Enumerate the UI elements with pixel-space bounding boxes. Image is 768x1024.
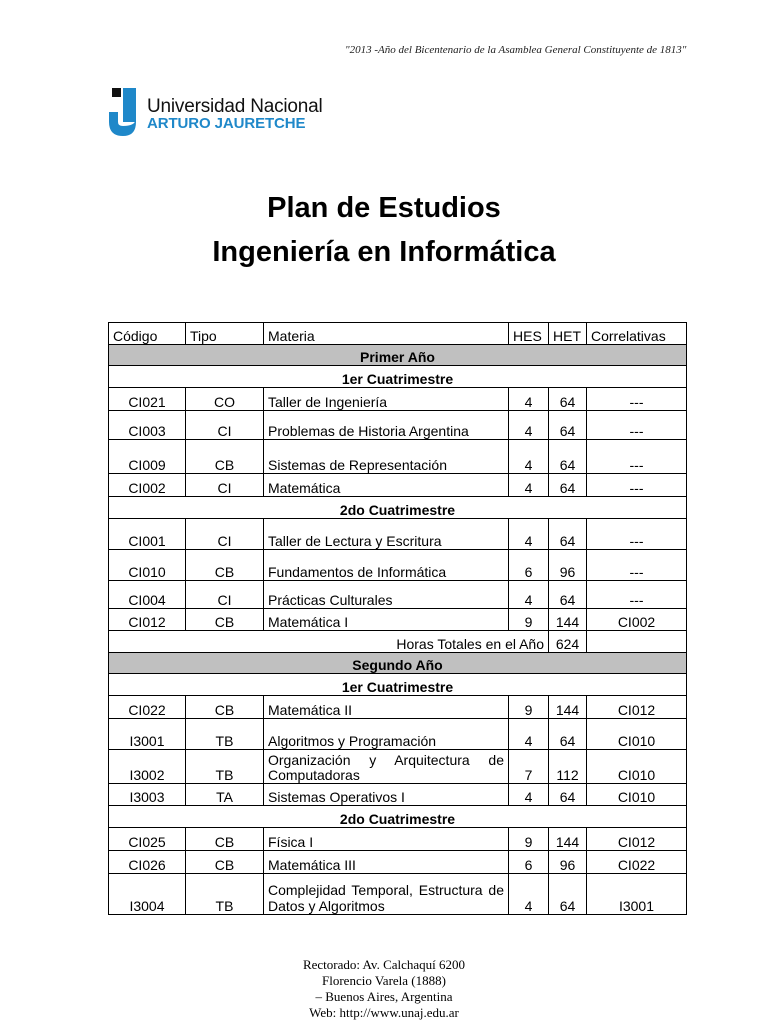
cell-het: 64 [549,874,587,915]
page-title: Plan de Estudios [267,192,501,224]
cell-het: 64 [549,719,587,750]
column-header: HES [509,323,549,345]
cell-hes: 6 [509,851,549,874]
table-row [109,874,687,915]
cell-hes: 4 [509,581,549,609]
cell-subject-line: Datos y Algoritmos [268,898,385,914]
cell-correlativas: CI010 [587,719,687,750]
cell-het: 64 [549,388,587,411]
cell-type: CI [186,581,264,609]
cell-correlativas: CI002 [587,609,687,631]
table-row [109,411,687,440]
cell-type: CB [186,851,264,874]
column-header: Tipo [186,323,264,345]
cell-correlativas: --- [587,581,687,609]
column-header: Correlativas [587,323,687,345]
cell-het: 144 [549,696,587,719]
cell-code: CI022 [109,696,186,719]
cell-type: CI [186,411,264,440]
cell-type: TB [186,750,264,784]
table-row [109,851,687,874]
semester-header-row [109,674,687,696]
cell-hes: 4 [509,874,549,915]
cell-code: CI026 [109,851,186,874]
cell-correlativas: CI012 [587,696,687,719]
cell-hes: 4 [509,474,549,497]
table-row [109,519,687,550]
cell-type: CB [186,550,264,581]
semester-label: 2do Cuatrimestre [109,806,687,828]
cell-subject: Algoritmos y Programación [264,719,509,750]
cell-subject: Taller de Lectura y Escritura [264,519,509,550]
table-row [109,550,687,581]
cell-hes: 4 [509,784,549,806]
cell-code: CI002 [109,474,186,497]
cell-code: I3002 [109,750,186,784]
cell-code: I3003 [109,784,186,806]
footer-line: Rectorado: Av. Calchaquí 6200 [302,957,466,972]
cell-het: 144 [549,609,587,631]
cell-hes: 4 [509,440,549,474]
table-row [109,719,687,750]
total-hours-row [109,631,687,653]
page-subtitle: Ingeniería en Informática [212,236,556,268]
cell-code: CI012 [109,609,186,631]
cell-correlativas: CI010 [587,750,687,784]
semester-header-row [109,366,687,388]
cell-type: CB [186,609,264,631]
cell-subject-line: Complejidad Temporal, Estructura de [268,882,504,898]
column-header: Código [109,323,186,345]
table-row [109,750,687,784]
cell-type: CB [186,828,264,851]
table-row [109,440,687,474]
cell-subject: Problemas de Historia Argentina [264,411,509,440]
table-header-row [109,323,687,345]
cell-correlativas: --- [587,388,687,411]
table-row [109,784,687,806]
cell-hes: 4 [509,519,549,550]
cell-code: CI010 [109,550,186,581]
cell-subject: Fundamentos de Informática [264,550,509,581]
cell-correlativas: --- [587,474,687,497]
cell-hes: 4 [509,411,549,440]
cell-correlativas: --- [587,440,687,474]
semester-header-row [109,806,687,828]
total-hours-label: Horas Totales en el Año [109,631,549,653]
header-motto: "2013 -Año del Bicentenario de la Asamblea General Constituyente de 1813" [345,44,687,56]
cell-subject: Prácticas Culturales [264,581,509,609]
table-row [109,609,687,631]
cell-hes: 7 [509,750,549,784]
cell-subject-line: Computadoras [268,767,360,783]
cell-code: CI025 [109,828,186,851]
table-row [109,581,687,609]
cell-code: CI004 [109,581,186,609]
footer-line: – Buenos Aires, Argentina [315,989,453,1004]
cell-subject [264,874,509,915]
cell-het: 112 [549,750,587,784]
cell-subject: Matemática [264,474,509,497]
year-header-row [109,345,687,366]
cell-subject: Física I [264,828,509,851]
cell-het: 64 [549,519,587,550]
cell-het: 96 [549,851,587,874]
year-header-row [109,653,687,674]
cell-subject: Sistemas de Representación [264,440,509,474]
cell-het: 64 [549,440,587,474]
table-row [109,828,687,851]
semester-label: 2do Cuatrimestre [109,497,687,519]
cell-correlativas: --- [587,550,687,581]
cell-type: CB [186,696,264,719]
cell-hes: 9 [509,696,549,719]
cell-correlativas: I3001 [587,874,687,915]
cell-hes: 9 [509,828,549,851]
study-plan-table [108,322,687,915]
cell-type: CO [186,388,264,411]
cell-subject: Sistemas Operativos I [264,784,509,806]
cell-code: CI021 [109,388,186,411]
cell-het: 144 [549,828,587,851]
cell-type: TB [186,719,264,750]
cell-correlativas: --- [587,411,687,440]
cell-hes: 6 [509,550,549,581]
university-logo [109,88,323,138]
cell-subject: Matemática I [264,609,509,631]
table-row [109,696,687,719]
unaj-logo-icon [109,88,139,136]
cell-hes: 4 [509,719,549,750]
logo-text-line1: Universidad Nacional [147,96,323,117]
table-row [109,474,687,497]
year-label: Primer Año [109,345,687,366]
cell-code: I3001 [109,719,186,750]
cell-type: TB [186,874,264,915]
footer-line: Florencio Varela (1888) [322,973,446,988]
cell-type: TA [186,784,264,806]
cell-code: CI001 [109,519,186,550]
cell-code: CI003 [109,411,186,440]
table-row [109,388,687,411]
cell-subject-line: Organización y Arquitectura de [268,752,504,768]
logo-text-line2: ARTURO JAURETCHE [147,115,306,132]
cell-type: CB [186,440,264,474]
cell-hes: 4 [509,388,549,411]
footer-website: Web: http://www.unaj.edu.ar [309,1005,459,1020]
cell-correlativas: --- [587,519,687,550]
semester-label: 1er Cuatrimestre [109,366,687,388]
cell-subject [264,750,509,784]
cell-hes: 9 [509,609,549,631]
cell-het: 64 [549,474,587,497]
semester-label: 1er Cuatrimestre [109,674,687,696]
cell-type: CI [186,474,264,497]
cell-het: 64 [549,581,587,609]
cell-code: I3004 [109,874,186,915]
cell-het: 96 [549,550,587,581]
cell-code: CI009 [109,440,186,474]
column-header: HET [549,323,587,345]
total-hours-value: 624 [549,631,587,653]
cell-correlativas: CI012 [587,828,687,851]
cell-correlativas: CI022 [587,851,687,874]
cell-het: 64 [549,784,587,806]
empty-cell [587,631,687,653]
cell-type: CI [186,519,264,550]
cell-het: 64 [549,411,587,440]
cell-subject: Matemática II [264,696,509,719]
footer-address [0,957,768,1021]
column-header: Materia [264,323,509,345]
year-label: Segundo Año [109,653,687,674]
cell-subject: Matemática III [264,851,509,874]
cell-correlativas: CI010 [587,784,687,806]
semester-header-row [109,497,687,519]
cell-subject: Taller de Ingeniería [264,388,509,411]
